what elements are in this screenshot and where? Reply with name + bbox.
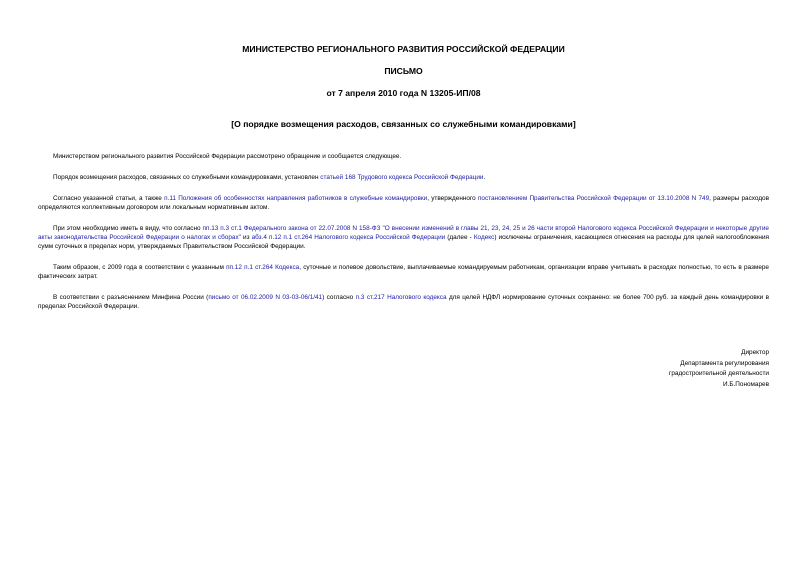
- document-subject: [О порядке возмещения расходов, связанных со служебными командировками]: [231, 119, 576, 129]
- link-tax-code-art-264[interactable]: абз.4 п.12 п.1 ст.264 Налогового кодекса Российской Федерации: [251, 234, 446, 241]
- issuing-organization: МИНИСТЕРСТВО РЕГИОНАЛЬНОГО РАЗВИТИЯ РОССИЙСКОЙ ФЕДЕРАЦИИ: [242, 44, 565, 54]
- paragraph-text: , утвержденного: [427, 195, 478, 202]
- link-government-resolution-749[interactable]: постановлением Правительства Российской Федерации от 13.10.2008 N 749: [477, 195, 710, 202]
- paragraph-text: Министерством регионального развития Российской Федерации рассмотрено обращение и сообщается следующее.: [53, 153, 402, 160]
- paragraph-text: (далее -: [445, 234, 474, 241]
- paragraph-text: ) исключены ограничения, касающиеся отнесения на расходы для целей налогообложения сумм суточных в пределах норм, утверждаемых Правительством Российской Федерации.: [38, 234, 769, 250]
- paragraph-text: При этом необходимо иметь в виду, что согласно: [53, 225, 203, 232]
- paragraph-5: [38, 263, 769, 281]
- signatory-department: Департамента регулирования: [680, 359, 769, 367]
- paragraph-4: [38, 224, 769, 251]
- link-labor-code-art-168[interactable]: статьей 168 Трудового кодекса Российской Федерации: [320, 174, 484, 181]
- link-business-trip-regulation[interactable]: п.11 Положения об особенностях направления работников в служебные командировки: [164, 195, 428, 202]
- paragraph-text: , суточные и полевое довольствие, выплачиваемые командируемым работникам, организации вправе учитывать в расходах полностью, то есть в размере фактических затрат.: [38, 264, 769, 280]
- signatory-position: Директор: [741, 349, 769, 356]
- paragraph-text: , размеры расходов определяются коллективным договором или локальным нормативным актом.: [38, 195, 769, 211]
- paragraph-2: [38, 173, 769, 182]
- paragraph-1: [38, 152, 769, 161]
- link-code-art-264-pp12[interactable]: пп.12 п.1 ст.264 Кодекса: [226, 264, 300, 271]
- paragraph-text: Таким образом, с 2009 года в соответствии с указанным: [53, 264, 227, 271]
- signatory-department-scope: градостроительной деятельности: [669, 370, 769, 377]
- document-type: ПИСЬМО: [384, 66, 423, 76]
- paragraph-text: Согласно указанной статьи, а также: [53, 195, 165, 202]
- paragraph-text: Порядок возмещения расходов, связанных со служебными командировками, установлен: [53, 174, 321, 181]
- paragraph-text: для целей НДФЛ нормирование суточных сохранено: не более 700 руб. за каждый день командировки в пределах Российской Федерации.: [38, 294, 769, 310]
- paragraph-text: В соответствии с разъяснением Минфина России (: [53, 294, 209, 301]
- paragraph-3: [38, 194, 769, 212]
- document-date: от 7 апреля 2010 года N 13205-ИП/08: [326, 88, 481, 98]
- signature-block: [669, 348, 769, 390]
- document-page: [38, 44, 769, 388]
- paragraph-text: ) согласно: [322, 294, 356, 301]
- document-body: [38, 152, 769, 311]
- link-federal-law-158[interactable]: пп.13 п.3 ст.1 Федерального закона от 22.07.2008 N 158-ФЗ "О внесении изменений в главы 21, 23, 24, 25 и 26 части второй Налогового кодекса Российской Федерации и некоторые другие акты законодательства Российской Федерации о налогах и сборах": [38, 225, 769, 241]
- link-tax-code[interactable]: Кодекс: [473, 234, 495, 241]
- paragraph-6: [38, 293, 769, 311]
- link-minfin-letter[interactable]: письмо от 06.02.2009 N 03-03-06/1/41: [208, 294, 323, 301]
- paragraph-text: из: [240, 234, 252, 241]
- signatory-name: И.Б.Пономарев: [722, 380, 769, 388]
- link-tax-code-art-217[interactable]: п.3 ст.217 Налогового кодекса: [355, 294, 447, 301]
- paragraph-text: .: [483, 174, 486, 181]
